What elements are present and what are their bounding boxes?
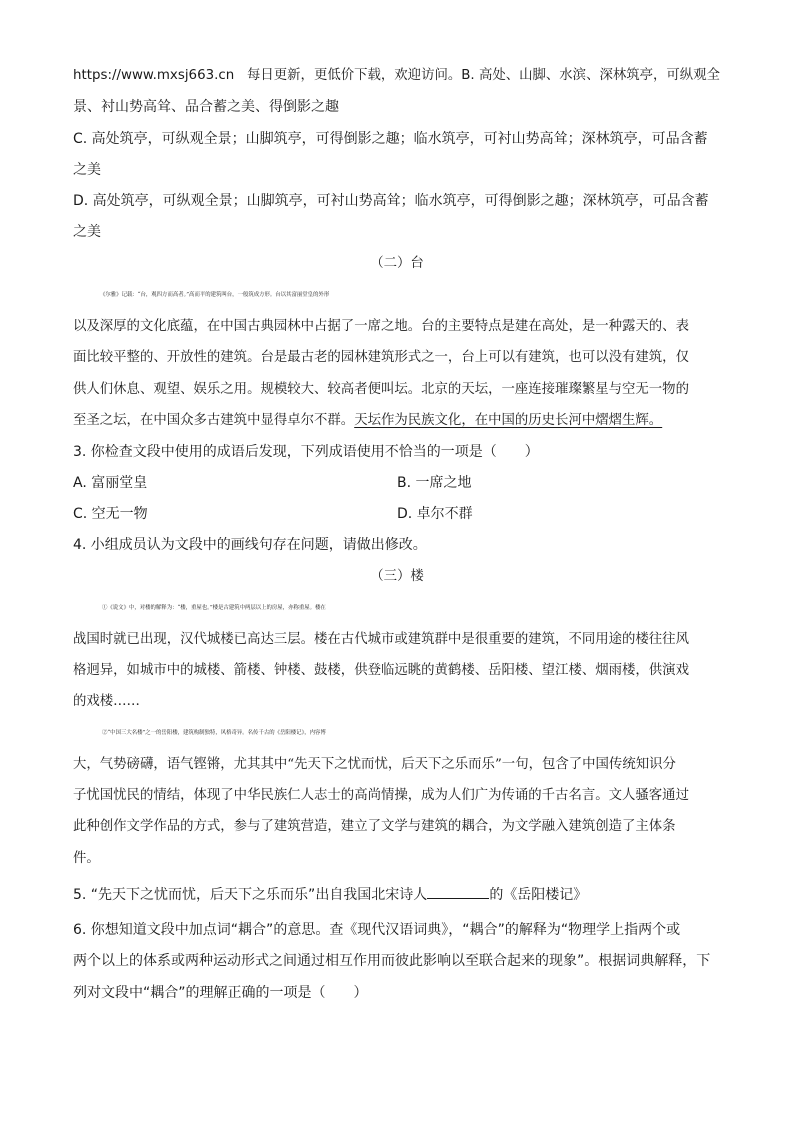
- question-3-option-b[interactable]: B. 一席之地: [397, 475, 472, 491]
- section-2-para-line-last: [73, 411, 723, 431]
- question-4-stem: 4. 小组成员认为文段中的画线句存在问题，请做出修改。: [73, 537, 427, 553]
- option-b-text: 每日更新，更低价下载，欢迎访问。B. 高处、山脚、水滨、深林筑亭，可纵观全: [247, 68, 720, 83]
- question-5-text-after: 的《岳阳楼记》: [489, 887, 588, 903]
- option-b-line-1: [73, 66, 723, 86]
- question-6-line: 列对文段中“耦合”的理解正确的一项是（ ）: [73, 985, 368, 1001]
- underlined-sentence: 天坛作为民族文化，在中国的历史长河中熠熠生辉。: [354, 413, 663, 428]
- option-c-line-1: C. 高处筑亭，可纵观全景；山脚筑亭，可得倒影之趣；临水筑亭，可衬山势高耸；深林筑亭，可品含蓄: [73, 131, 708, 147]
- question-6-line: 6. 你想知道文段中加点词“耦合”的意思。查《现代汉语词典》，“耦合”的解释为“物理学上指两个或: [73, 922, 681, 938]
- section-3-para1-line: 格迥异，如城市中的城楼、箭楼、钟楼、鼓楼，供登临远眺的黄鹤楼、岳阳楼、望江楼、烟雨楼，供演戏: [73, 663, 689, 678]
- section-3-para2-line: 此种创作文学作品的方式，参与了建筑营造，建立了文学与建筑的耦合，为文学融入建筑创造了主体条: [73, 819, 676, 834]
- section-3-para2-line: 大，气势磅礴，语气铿锵，尤其其中“先天下之忧而忧，后天下之乐而乐”一句，包含了中国传统知识分: [73, 757, 676, 772]
- section-2-para-line: 面比较平整的、开放性的建筑。台是最古老的园林建筑形式之一，台上可以有建筑，也可以没有建筑，仅: [73, 350, 689, 365]
- section-3-para1-line: 战国时就已出现，汉代城楼已高达三层。楼在古代城市或建筑群中是很重要的建筑，不同用途的楼往往风: [73, 632, 689, 647]
- option-d-line-2: 之美: [73, 224, 101, 240]
- question-6-line: 两个以上的体系或两种运动形式之间通过相互作用而彼此影响以至联合起来的现象”。根据词典解释，下: [73, 953, 711, 969]
- question-5-stem: [73, 884, 723, 905]
- section-3-para1-line: 的戏楼……: [73, 694, 140, 709]
- question-5-answer-blank[interactable]: [427, 884, 489, 899]
- section-2-plain-text: 至圣之坛，在中国众多古建筑中显得卓尔不群。: [73, 413, 355, 428]
- section-3-para2-line: ②“中国三大名楼”之一的岳阳楼，建筑构制独特，风格奇异。名传千古的《岳阳楼记》，内容博: [102, 730, 326, 736]
- section-3-para1-line: ①《说文》中，对楼的解释为：“楼，重屋也。”楼是古建筑中两层以上的房屋，亦称重屋。楼在: [102, 605, 326, 611]
- section-2-title: （二）台: [370, 256, 424, 271]
- section-2-para-line: 供人们休息、观望、娱乐之用。规模较大、较高者便叫坛。北京的天坛，一座连接璀璨繁星与空无一物的: [73, 382, 689, 397]
- option-b-line-2: 景、衬山势高耸、品合蓄之美、得倒影之趣: [73, 99, 339, 115]
- option-c-line-2: 之美: [73, 162, 101, 178]
- section-3-para2-line: 子忧国忧民的情结，体现了中华民族仁人志士的高尚情操，成为人们广为传诵的千古名言。文人骚客通过: [73, 788, 689, 803]
- section-2-para-line: 《尔雅》记载：“台，观四方而高者。”高而平的建筑叫台，一般筑成方形。台以其富丽堂皇的外形: [100, 292, 330, 298]
- question-3-option-c[interactable]: C. 空无一物: [73, 506, 148, 522]
- question-3-stem: 3. 你检查文段中使用的成语后发现，下列成语使用不恰当的一项是（ ）: [73, 444, 539, 460]
- section-3-title: （三）楼: [370, 569, 424, 584]
- question-5-text-before: 5. “先天下之忧而忧，后天下之乐而乐”出自我国北宋诗人: [73, 887, 428, 903]
- section-3-para2-line: 件。: [73, 851, 100, 866]
- site-url-link[interactable]: https://www.mxsj663.cn: [73, 68, 235, 83]
- question-3-option-d[interactable]: D. 卓尔不群: [397, 506, 473, 522]
- section-2-para-line: 以及深厚的文化底蕴，在中国古典园林中占据了一席之地。台的主要特点是建在高处，是一种露天的、表: [73, 319, 689, 334]
- question-3-option-a[interactable]: A. 富丽堂皇: [73, 475, 148, 491]
- option-d-line-1: D. 高处筑亭，可纵观全景；山脚筑亭，可衬山势高耸；临水筑亭，可得倒影之趣；深林筑亭，可品含蓄: [73, 193, 709, 209]
